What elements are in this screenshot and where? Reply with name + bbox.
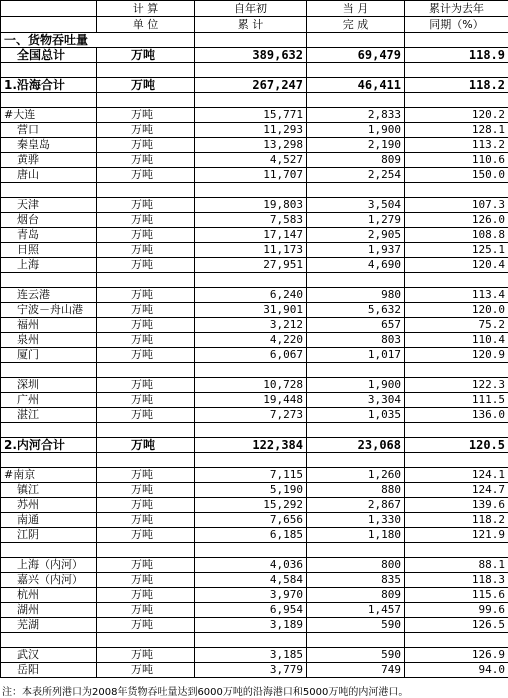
port-row	[1, 483, 508, 498]
total-row	[1, 48, 508, 63]
ytd-cumulative-cell: 19,803	[195, 198, 307, 213]
empty-cell	[307, 633, 405, 648]
yoy-percent-cell: 124.1	[405, 468, 508, 483]
header-cell-unit: 计 算	[97, 1, 195, 17]
port-name-cell: 秦皇岛	[1, 138, 97, 153]
empty-cell	[1, 423, 97, 438]
ytd-cumulative-cell: 5,190	[195, 483, 307, 498]
empty-cell	[1, 93, 97, 108]
ytd-cumulative-cell: 7,583	[195, 213, 307, 228]
ytd-cumulative-cell: 7,273	[195, 408, 307, 423]
empty-cell	[405, 63, 508, 78]
empty-cell	[1, 183, 97, 198]
ytd-cumulative-cell: 27,951	[195, 258, 307, 273]
empty-cell	[1, 63, 97, 78]
month-completed-cell: 800	[307, 558, 405, 573]
month-completed-cell: 1,937	[307, 243, 405, 258]
yoy-percent-cell: 120.0	[405, 303, 508, 318]
unit-cell: 万吨	[97, 438, 195, 453]
yoy-percent-cell: 150.0	[405, 168, 508, 183]
port-name-cell: 1.沿海合计	[1, 78, 97, 93]
header-cell-pct: 累计为去年	[405, 1, 508, 17]
unit-cell: 万吨	[97, 378, 195, 393]
ytd-cumulative-cell: 3,185	[195, 648, 307, 663]
empty-cell	[195, 633, 307, 648]
port-row	[1, 603, 508, 618]
ytd-cumulative-cell: 31,901	[195, 303, 307, 318]
month-completed-cell: 590	[307, 648, 405, 663]
yoy-percent-cell: 136.0	[405, 408, 508, 423]
empty-cell	[97, 63, 195, 78]
header-cell-month: 当 月	[307, 1, 405, 17]
header-row-2	[1, 17, 508, 33]
port-name-cell: 烟台	[1, 213, 97, 228]
unit-cell: 万吨	[97, 483, 195, 498]
unit-cell: 万吨	[97, 468, 195, 483]
empty-cell	[1, 633, 97, 648]
empty-cell	[195, 543, 307, 558]
empty-cell	[1, 363, 97, 378]
yoy-percent-cell: 126.9	[405, 648, 508, 663]
month-completed-cell: 23,068	[307, 438, 405, 453]
yoy-percent-cell: 124.7	[405, 483, 508, 498]
ytd-cumulative-cell: 11,173	[195, 243, 307, 258]
month-completed-cell: 3,504	[307, 198, 405, 213]
empty-cell	[1, 543, 97, 558]
unit-cell: 万吨	[97, 138, 195, 153]
port-name-cell: 2.内河合计	[1, 438, 97, 453]
empty-cell	[1, 453, 97, 468]
empty-cell	[97, 273, 195, 288]
yoy-percent-cell: 120.5	[405, 438, 508, 453]
month-completed-cell: 2,190	[307, 138, 405, 153]
empty-cell	[405, 453, 508, 468]
unit-cell: 万吨	[97, 108, 195, 123]
port-row	[1, 498, 508, 513]
ytd-cumulative-cell: 267,247	[195, 78, 307, 93]
month-completed-cell: 1,330	[307, 513, 405, 528]
port-name-cell: 杭州	[1, 588, 97, 603]
port-row	[1, 558, 508, 573]
empty-cell	[307, 183, 405, 198]
yoy-percent-cell: 120.9	[405, 348, 508, 363]
unit-cell: 万吨	[97, 618, 195, 633]
yoy-percent-cell: 121.9	[405, 528, 508, 543]
month-completed-cell: 3,304	[307, 393, 405, 408]
port-row	[1, 393, 508, 408]
port-row	[1, 378, 508, 393]
ytd-cumulative-cell: 7,115	[195, 468, 307, 483]
header-cell-ytd: 自年初	[195, 1, 307, 17]
header-cell	[1, 17, 97, 33]
port-name-cell: 上海（内河）	[1, 558, 97, 573]
ytd-cumulative-cell: 15,292	[195, 498, 307, 513]
month-completed-cell: 835	[307, 573, 405, 588]
port-name-cell: 江阴	[1, 528, 97, 543]
yoy-percent-cell: 110.4	[405, 333, 508, 348]
port-name-cell: 营口	[1, 123, 97, 138]
ytd-cumulative-cell: 3,212	[195, 318, 307, 333]
ytd-cumulative-cell: 122,384	[195, 438, 307, 453]
unit-cell: 万吨	[97, 48, 195, 63]
empty-cell	[97, 93, 195, 108]
empty-cell	[97, 453, 195, 468]
empty-cell	[307, 423, 405, 438]
port-row	[1, 198, 508, 213]
yoy-percent-cell: 115.6	[405, 588, 508, 603]
month-completed-cell: 809	[307, 588, 405, 603]
unit-cell: 万吨	[97, 153, 195, 168]
spacer-row	[1, 423, 508, 438]
port-row	[1, 663, 508, 678]
ytd-cumulative-cell: 7,656	[195, 513, 307, 528]
spacer-row	[1, 63, 508, 78]
port-name-cell: 宁波－舟山港	[1, 303, 97, 318]
port-name-cell: #大连	[1, 108, 97, 123]
month-completed-cell: 4,690	[307, 258, 405, 273]
unit-cell: 万吨	[97, 198, 195, 213]
empty-cell	[97, 183, 195, 198]
ytd-cumulative-cell: 11,293	[195, 123, 307, 138]
yoy-percent-cell: 118.3	[405, 573, 508, 588]
port-name-cell: 芜湖	[1, 618, 97, 633]
port-name-cell: 嘉兴（内河）	[1, 573, 97, 588]
yoy-percent-cell: 108.8	[405, 228, 508, 243]
port-row	[1, 318, 508, 333]
yoy-percent-cell: 110.6	[405, 153, 508, 168]
unit-cell: 万吨	[97, 243, 195, 258]
section-title-row	[1, 33, 508, 48]
empty-cell	[405, 633, 508, 648]
empty-cell	[97, 633, 195, 648]
port-row	[1, 168, 508, 183]
unit-cell: 万吨	[97, 213, 195, 228]
port-name-cell: 武汉	[1, 648, 97, 663]
ytd-cumulative-cell: 3,189	[195, 618, 307, 633]
ytd-cumulative-cell: 4,527	[195, 153, 307, 168]
port-row	[1, 348, 508, 363]
month-completed-cell: 46,411	[307, 78, 405, 93]
port-row	[1, 618, 508, 633]
empty-cell	[195, 183, 307, 198]
empty-cell	[97, 363, 195, 378]
month-completed-cell: 1,035	[307, 408, 405, 423]
ytd-cumulative-cell: 6,954	[195, 603, 307, 618]
month-completed-cell: 1,279	[307, 213, 405, 228]
month-completed-cell: 803	[307, 333, 405, 348]
ytd-cumulative-cell: 15,771	[195, 108, 307, 123]
port-name-cell: 天津	[1, 198, 97, 213]
unit-cell: 万吨	[97, 528, 195, 543]
unit-cell: 万吨	[97, 573, 195, 588]
yoy-percent-cell: 88.1	[405, 558, 508, 573]
month-completed-cell: 1,260	[307, 468, 405, 483]
port-row	[1, 468, 508, 483]
header-row-1	[1, 1, 508, 17]
port-name-cell: #南京	[1, 468, 97, 483]
empty-cell	[195, 33, 307, 48]
section-title: 一、货物吞吐量	[1, 33, 195, 48]
empty-cell	[405, 183, 508, 198]
port-name-cell: 厦门	[1, 348, 97, 363]
ytd-cumulative-cell: 4,220	[195, 333, 307, 348]
port-row	[1, 528, 508, 543]
port-row	[1, 288, 508, 303]
port-name-cell: 日照	[1, 243, 97, 258]
month-completed-cell: 749	[307, 663, 405, 678]
month-completed-cell: 657	[307, 318, 405, 333]
header-cell-pct: 同期（%）	[405, 17, 508, 33]
port-name-cell: 岳阳	[1, 663, 97, 678]
ytd-cumulative-cell: 17,147	[195, 228, 307, 243]
yoy-percent-cell: 126.0	[405, 213, 508, 228]
empty-cell	[307, 273, 405, 288]
port-row	[1, 513, 508, 528]
yoy-percent-cell: 107.3	[405, 198, 508, 213]
port-row	[1, 228, 508, 243]
yoy-percent-cell: 94.0	[405, 663, 508, 678]
month-completed-cell: 590	[307, 618, 405, 633]
port-name-cell: 连云港	[1, 288, 97, 303]
month-completed-cell: 809	[307, 153, 405, 168]
empty-cell	[195, 363, 307, 378]
ytd-cumulative-cell: 19,448	[195, 393, 307, 408]
empty-cell	[97, 423, 195, 438]
ytd-cumulative-cell: 6,240	[195, 288, 307, 303]
empty-cell	[307, 363, 405, 378]
port-row	[1, 648, 508, 663]
port-row	[1, 303, 508, 318]
empty-cell	[195, 423, 307, 438]
port-row	[1, 108, 508, 123]
ytd-cumulative-cell: 13,298	[195, 138, 307, 153]
ytd-cumulative-cell: 389,632	[195, 48, 307, 63]
empty-cell	[307, 543, 405, 558]
unit-cell: 万吨	[97, 168, 195, 183]
port-name-cell: 湛江	[1, 408, 97, 423]
empty-cell	[1, 273, 97, 288]
month-completed-cell: 2,833	[307, 108, 405, 123]
yoy-percent-cell: 139.6	[405, 498, 508, 513]
ytd-cumulative-cell: 4,584	[195, 573, 307, 588]
month-completed-cell: 2,254	[307, 168, 405, 183]
month-completed-cell: 1,900	[307, 378, 405, 393]
port-row	[1, 123, 508, 138]
ytd-cumulative-cell: 6,067	[195, 348, 307, 363]
yoy-percent-cell: 118.2	[405, 513, 508, 528]
month-completed-cell: 5,632	[307, 303, 405, 318]
port-name-cell: 南通	[1, 513, 97, 528]
yoy-percent-cell: 120.2	[405, 108, 508, 123]
port-row	[1, 333, 508, 348]
unit-cell: 万吨	[97, 648, 195, 663]
port-row	[1, 588, 508, 603]
ytd-cumulative-cell: 10,728	[195, 378, 307, 393]
header-cell-ytd: 累 计	[195, 17, 307, 33]
port-row	[1, 573, 508, 588]
unit-cell: 万吨	[97, 333, 195, 348]
unit-cell: 万吨	[97, 498, 195, 513]
empty-cell	[405, 423, 508, 438]
port-row	[1, 138, 508, 153]
port-name-cell: 全国总计	[1, 48, 97, 63]
unit-cell: 万吨	[97, 228, 195, 243]
port-name-cell: 青岛	[1, 228, 97, 243]
empty-cell	[195, 273, 307, 288]
yoy-percent-cell: 113.2	[405, 138, 508, 153]
month-completed-cell: 2,867	[307, 498, 405, 513]
port-name-cell: 唐山	[1, 168, 97, 183]
yoy-percent-cell: 122.3	[405, 378, 508, 393]
month-completed-cell: 980	[307, 288, 405, 303]
empty-cell	[405, 93, 508, 108]
ytd-cumulative-cell: 3,779	[195, 663, 307, 678]
port-row	[1, 213, 508, 228]
header-cell-unit: 单 位	[97, 17, 195, 33]
unit-cell: 万吨	[97, 318, 195, 333]
ytd-cumulative-cell: 6,185	[195, 528, 307, 543]
yoy-percent-cell: 118.9	[405, 48, 508, 63]
yoy-percent-cell: 113.4	[405, 288, 508, 303]
month-completed-cell: 1,900	[307, 123, 405, 138]
unit-cell: 万吨	[97, 663, 195, 678]
footnote: 注：本表所列港口为2008年货物吞吐量达到6000万吨的沿海港口和5000万吨的内河港口。	[2, 683, 408, 698]
ytd-cumulative-cell: 11,707	[195, 168, 307, 183]
port-row	[1, 243, 508, 258]
ytd-cumulative-cell: 4,036	[195, 558, 307, 573]
total-row	[1, 78, 508, 93]
empty-cell	[307, 63, 405, 78]
port-name-cell: 湖州	[1, 603, 97, 618]
unit-cell: 万吨	[97, 78, 195, 93]
unit-cell: 万吨	[97, 513, 195, 528]
empty-cell	[405, 363, 508, 378]
spacer-row	[1, 183, 508, 198]
unit-cell: 万吨	[97, 288, 195, 303]
spacer-row	[1, 453, 508, 468]
port-name-cell: 黄骅	[1, 153, 97, 168]
spacer-row	[1, 543, 508, 558]
port-name-cell: 深圳	[1, 378, 97, 393]
port-name-cell: 镇江	[1, 483, 97, 498]
empty-cell	[307, 33, 405, 48]
yoy-percent-cell: 120.4	[405, 258, 508, 273]
total-row	[1, 438, 508, 453]
header-cell	[1, 1, 97, 17]
port-row	[1, 153, 508, 168]
empty-cell	[307, 453, 405, 468]
month-completed-cell: 2,905	[307, 228, 405, 243]
unit-cell: 万吨	[97, 558, 195, 573]
spacer-row	[1, 633, 508, 648]
empty-cell	[405, 273, 508, 288]
unit-cell: 万吨	[97, 603, 195, 618]
unit-cell: 万吨	[97, 123, 195, 138]
spacer-row	[1, 93, 508, 108]
spacer-row	[1, 273, 508, 288]
empty-cell	[405, 33, 508, 48]
unit-cell: 万吨	[97, 258, 195, 273]
month-completed-cell: 1,180	[307, 528, 405, 543]
port-name-cell: 福州	[1, 318, 97, 333]
yoy-percent-cell: 111.5	[405, 393, 508, 408]
month-completed-cell: 69,479	[307, 48, 405, 63]
port-row	[1, 408, 508, 423]
empty-cell	[97, 543, 195, 558]
empty-cell	[195, 63, 307, 78]
month-completed-cell: 1,457	[307, 603, 405, 618]
ytd-cumulative-cell: 3,970	[195, 588, 307, 603]
yoy-percent-cell: 99.6	[405, 603, 508, 618]
unit-cell: 万吨	[97, 408, 195, 423]
port-name-cell: 苏州	[1, 498, 97, 513]
empty-cell	[307, 93, 405, 108]
header-cell-month: 完 成	[307, 17, 405, 33]
unit-cell: 万吨	[97, 348, 195, 363]
month-completed-cell: 880	[307, 483, 405, 498]
unit-cell: 万吨	[97, 393, 195, 408]
empty-cell	[195, 93, 307, 108]
yoy-percent-cell: 128.1	[405, 123, 508, 138]
yoy-percent-cell: 118.2	[405, 78, 508, 93]
port-name-cell: 上海	[1, 258, 97, 273]
port-name-cell: 广州	[1, 393, 97, 408]
port-row	[1, 258, 508, 273]
unit-cell: 万吨	[97, 303, 195, 318]
yoy-percent-cell: 75.2	[405, 318, 508, 333]
spacer-row	[1, 363, 508, 378]
yoy-percent-cell: 125.1	[405, 243, 508, 258]
month-completed-cell: 1,017	[307, 348, 405, 363]
empty-cell	[195, 453, 307, 468]
port-name-cell: 泉州	[1, 333, 97, 348]
yoy-percent-cell: 126.5	[405, 618, 508, 633]
unit-cell: 万吨	[97, 588, 195, 603]
empty-cell	[405, 543, 508, 558]
